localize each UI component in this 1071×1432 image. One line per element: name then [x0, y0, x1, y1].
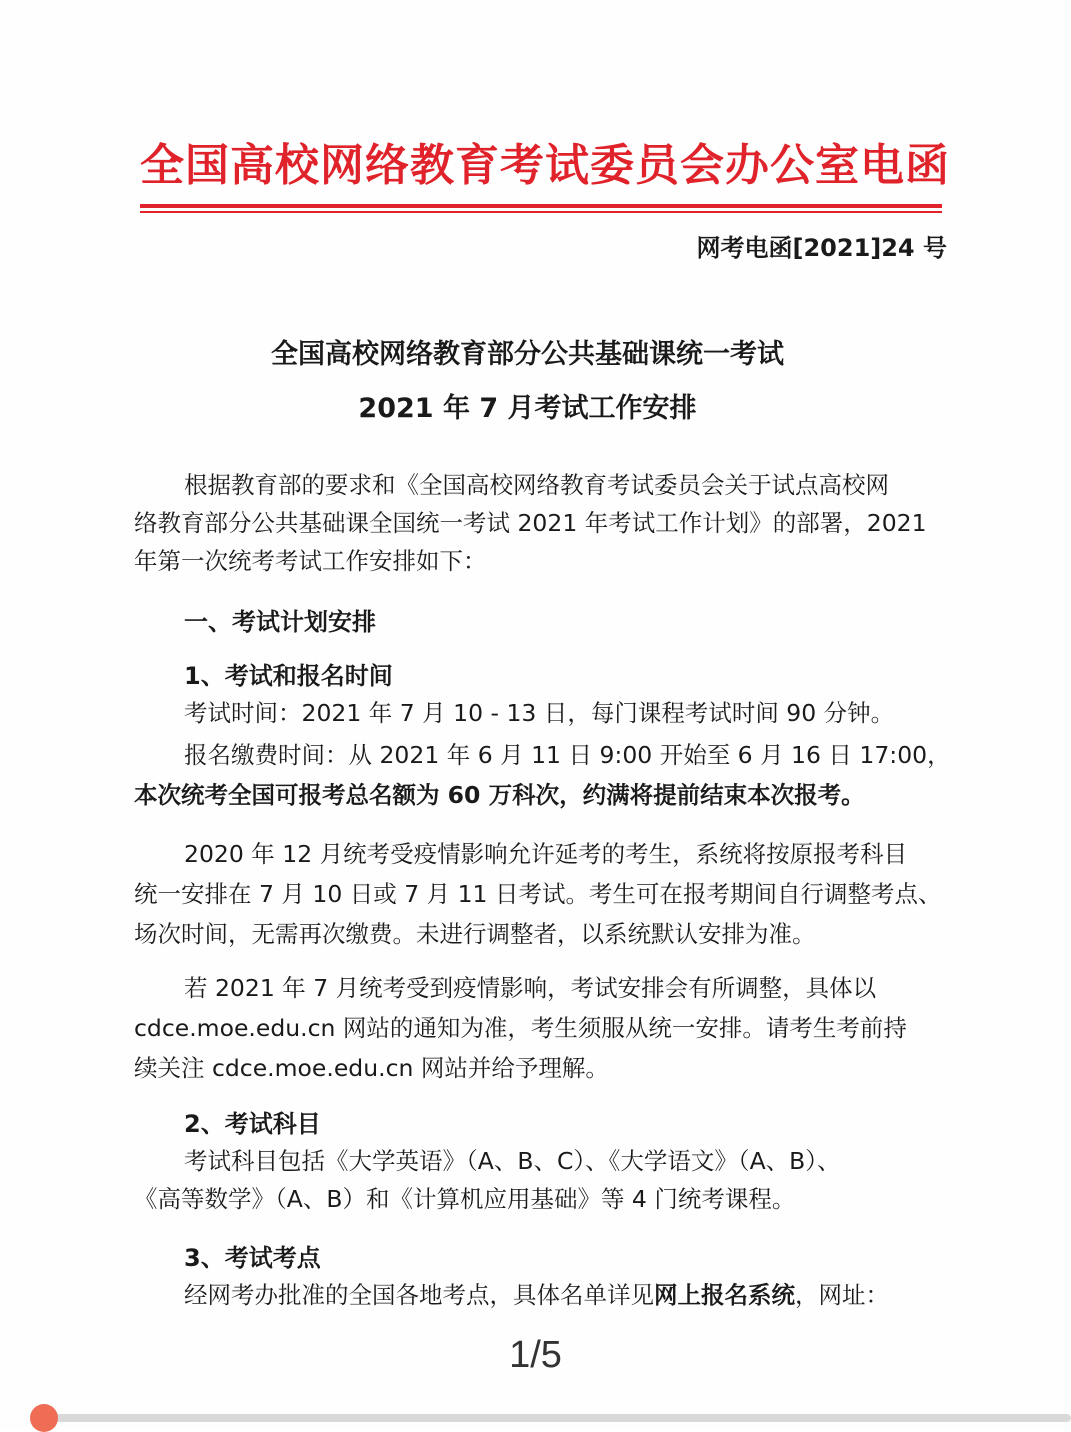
exam-time-block	[134, 694, 950, 732]
section-heading-1: 一、考试计划安排	[184, 608, 376, 636]
letterhead-title: 全国高校网络教育考试委员会办公室电函	[140, 140, 950, 191]
page-scroll-track[interactable]	[40, 1414, 1071, 1422]
subsection-heading-venues: 3、考试考点	[184, 1244, 321, 1272]
intro-line: 络教育部分公共基础课全国统一考试 2021 年考试工作计划》的部署，2021	[134, 509, 927, 537]
subjects-line: 《高等数学》（A、B）和《计算机应用基础》等 4 门统考课程。	[134, 1185, 796, 1213]
deferred-line: 2020 年 12 月统考受疫情影响允许延考的考生，系统将按原报考科目	[184, 840, 908, 868]
covid-line: cdce.moe.edu.cn 网站的通知为准，考生须服从统一安排。请考生考前持	[134, 1014, 907, 1042]
deferred-paragraph	[134, 834, 950, 954]
venues-text-suffix: ，网址：	[795, 1281, 889, 1309]
intro-line: 根据教育部的要求和《全国高校网络教育考试委员会关于试点高校网	[184, 471, 889, 499]
subjects-line: 考试科目包括《大学英语》（A、B、C）、《大学语文》（A、B）、	[184, 1147, 841, 1175]
intro-line: 年第一次统考考试工作安排如下：	[134, 547, 487, 575]
covid-line: 续关注 cdce.moe.edu.cn 网站并给予理解。	[134, 1054, 609, 1082]
letterhead-rule-thick	[140, 204, 942, 208]
deferred-line: 场次时间，无需再次缴费。未进行调整者，以系统默认安排为准。	[134, 920, 816, 948]
venues-text-prefix: 经网考办批准的全国各地考点，具体名单详见	[184, 1281, 654, 1309]
subsection-heading-subjects: 2、考试科目	[184, 1110, 321, 1138]
letterhead-rule-thin	[140, 211, 942, 213]
registration-time-line: 报名缴费时间：从 2021 年 6 月 11 日 9:00 开始至 6 月 16 日 17:00，	[184, 741, 951, 769]
document-title-line-2: 2021 年 7 月考试工作安排	[358, 393, 697, 424]
covid-line: 若 2021 年 7 月统考受到疫情影响，考试安排会有所调整，具体以	[184, 974, 877, 1002]
covid-paragraph	[134, 968, 950, 1088]
quota-line: 本次统考全国可报考总名额为 60 万科次，约满将提前结束本次报考。	[134, 781, 865, 809]
subsection-heading-exam-time: 1、考试和报名时间	[184, 662, 393, 690]
registration-block	[134, 736, 950, 814]
subjects-paragraph	[134, 1142, 950, 1218]
exam-time-line: 考试时间：2021 年 7 月 10 - 13 日，每门课程考试时间 90 分钟。	[184, 699, 895, 727]
page-indicator: 1/5	[509, 1334, 562, 1376]
deferred-line: 统一安排在 7 月 10 日或 7 月 11 日考试。考生可在报考期间自行调整考点、	[134, 880, 942, 908]
intro-paragraph	[134, 466, 950, 580]
venues-paragraph	[134, 1276, 950, 1314]
venues-line	[134, 1276, 950, 1314]
online-registration-system: 网上报名系统	[654, 1281, 795, 1309]
document-title-line-1: 全国高校网络教育部分公共基础课统一考试	[271, 339, 784, 370]
document-number: 网考电函[2021]24 号	[696, 234, 947, 262]
